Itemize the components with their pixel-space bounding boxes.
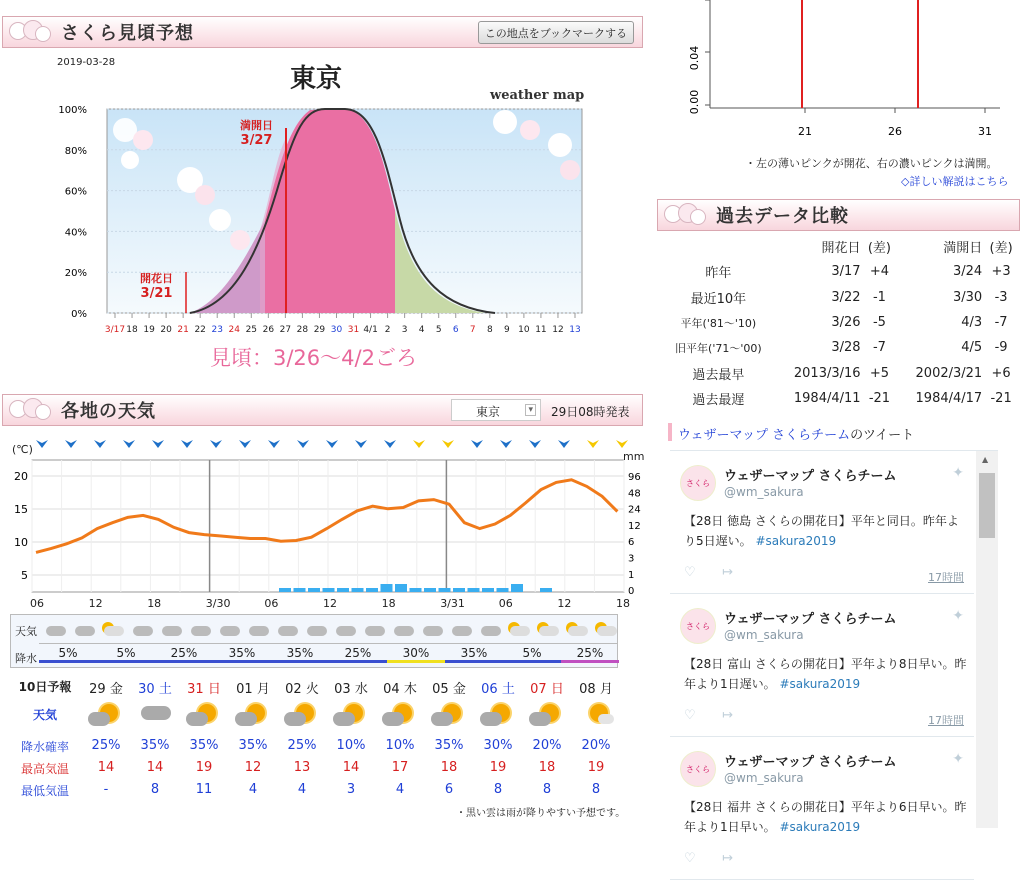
wind-arrow-icon (587, 440, 599, 448)
forecast-max: 19 (489, 760, 507, 775)
x-tick-label: 26 (888, 125, 902, 138)
cloud-icon (158, 622, 182, 636)
rain-tick: 48 (628, 488, 641, 500)
x-tick-label: 29 (313, 325, 326, 335)
rain-tick: 12 (628, 520, 641, 532)
y-tick-label: 0.04 (688, 45, 701, 71)
hourly-x-labels (0, 597, 640, 611)
cloud-icon (131, 700, 179, 728)
twitter-bird-icon[interactable]: ✦ (952, 465, 964, 481)
table-row: 平年('81～'10) 3/26 -5 4/3 -7 (680, 315, 1008, 331)
sakura-flower-icon (662, 201, 710, 229)
x-tick-label: 4 (418, 325, 425, 335)
rain-tick: 6 (628, 537, 635, 549)
rain-bar (337, 588, 349, 592)
tweet-card[interactable] (670, 451, 974, 594)
sun-cloud-icon (376, 700, 424, 728)
rain-percent: 30% (387, 646, 445, 663)
forecast-max: 17 (391, 760, 409, 775)
forecast-day: 03 水 (334, 682, 368, 697)
wind-arrow-icon (152, 440, 164, 448)
rain-bar (381, 584, 393, 592)
weather-header (2, 394, 643, 426)
past-data-title: 過去データ比較 (716, 206, 849, 227)
x-tick-label: 25 (245, 325, 258, 335)
rain-tick: 96 (628, 472, 641, 483)
forecast-row-label: 最低気温 (20, 784, 69, 798)
sakura-title: さくら見頃予想 (61, 23, 194, 44)
rain-percent: 25% (155, 646, 213, 663)
rain-bar (279, 588, 291, 592)
tweet-author[interactable]: ウェザーマップ さくらチーム (724, 469, 897, 484)
rain-percent: 35% (445, 646, 503, 663)
y-tick-label: 100% (58, 105, 87, 116)
cloud-icon (71, 622, 95, 636)
chevron-down-icon: ▾ (525, 404, 536, 416)
wind-arrow-icon (500, 440, 512, 448)
rain-unit: mm (623, 450, 645, 463)
row-weather-label: 天気 (15, 625, 37, 638)
bloom-probability-chart (660, 0, 1020, 145)
tweet-handle: @wm_sakura (724, 628, 804, 642)
wind-arrow-icon (529, 440, 541, 448)
sun-cloud-icon (327, 700, 375, 728)
forecast-day: 05 金 (432, 682, 466, 697)
wind-arrow-icon (239, 440, 251, 448)
cloud-icon (303, 622, 327, 636)
forecast-row-label: 降水確率 (20, 740, 69, 754)
forecast-rain: 20% (581, 738, 611, 753)
forecast-min: 3 (346, 782, 356, 797)
y-tick-label: 0% (71, 309, 87, 320)
x-tick-label: 10 (518, 325, 530, 335)
x-tick-label: 3 (401, 325, 408, 335)
forecast-row-label: 天気 (32, 708, 57, 722)
rain-tick: 3 (628, 553, 635, 565)
rain-bar (410, 588, 422, 592)
x-tick-label: 3/17 (104, 325, 126, 335)
sun-cloud-icon (593, 622, 617, 636)
forecast-max: 18 (440, 760, 458, 775)
x-tick-label: 31 (347, 325, 360, 335)
rain-percent: 5% (97, 646, 155, 663)
tweet-card[interactable] (670, 737, 974, 880)
cloud-icon (42, 622, 66, 636)
cloud-icon (448, 622, 472, 636)
sun-cloud-icon (564, 622, 588, 636)
sakura-header (2, 16, 643, 48)
forecast-rain: 20% (532, 738, 562, 753)
like-icon[interactable]: ♡ (684, 708, 696, 723)
wind-arrow-icon (36, 440, 48, 448)
rain-bar (395, 584, 407, 592)
temp-tick: 5 (21, 569, 28, 582)
rain-percent: 35% (213, 646, 271, 663)
x-tick-label: 2 (384, 325, 391, 335)
sun-cloud-icon (535, 622, 559, 636)
x-tick-label: 27 (279, 325, 292, 335)
x-tick-label: 9 (503, 325, 510, 335)
rain-percent: 25% (561, 646, 619, 663)
sun-cloud-icon (523, 700, 571, 728)
past-data-table (662, 234, 1018, 411)
forecast-max: 14 (97, 760, 115, 775)
rain-bar (482, 588, 494, 592)
rain-bar (323, 588, 335, 592)
hour-label: 3/30 (205, 597, 231, 610)
forecast-min: 11 (195, 782, 213, 797)
wind-arrow-icon (442, 440, 454, 448)
forecast-day: 08 月 (579, 682, 613, 697)
y-tick-label: 0.00 (688, 89, 701, 115)
hour-label: 18 (616, 597, 630, 610)
forecast-max: 14 (146, 760, 164, 775)
forecast-day: 02 火 (285, 682, 319, 697)
sun-cloud-icon (506, 622, 530, 636)
forecast-day: 07 日 (530, 682, 564, 697)
x-tick-label: 11 (535, 325, 547, 335)
weather-title: 各地の天気 (61, 401, 156, 422)
twitter-bird-icon[interactable]: ✦ (952, 608, 964, 624)
cloud-icon (129, 622, 153, 636)
x-tick-label: 8 (486, 325, 493, 335)
forecast-max: 12 (244, 760, 262, 775)
share-icon[interactable]: ↦ (722, 708, 733, 723)
forecast-min: 8 (591, 782, 601, 797)
table-row: 旧平年('71～'00) 3/28 -7 4/5 -9 (675, 340, 1008, 356)
forecast-min: - (103, 782, 109, 797)
x-tick-label: 30 (330, 325, 343, 335)
peak-day-label: 満開日 3/27 (240, 119, 273, 148)
city-title: 東京 (290, 64, 343, 94)
rain-bar (294, 588, 306, 592)
row-rain-label: 降水 (15, 652, 37, 665)
tweet-time[interactable]: 17時間 (928, 571, 964, 584)
forecast-rain: 35% (434, 738, 464, 753)
x-tick-label: 12 (552, 325, 564, 335)
rain-bar (497, 588, 509, 592)
forecast-min: 4 (248, 782, 258, 797)
viewing-period: 見頃：3/26～4/2ごろ (210, 346, 417, 370)
cloud-icon (216, 622, 240, 636)
rain-bar (511, 584, 523, 592)
rain-bar (439, 588, 451, 592)
tweet-author[interactable]: ウェザーマップ さくらチーム (724, 612, 897, 627)
y-tick-label: 20% (64, 268, 87, 280)
twitter-timeline[interactable] (670, 450, 998, 866)
x-tick-label: 5 (435, 325, 442, 335)
rain-bar (424, 588, 436, 592)
forecast-max: 18 (538, 760, 556, 775)
wind-arrow-icon (616, 440, 628, 448)
forecast-day: 30 土 (138, 682, 172, 697)
x-tick-label: 19 (143, 325, 155, 335)
forecast-day: 29 金 (89, 682, 123, 697)
cloud-icon (274, 622, 298, 636)
forecast-note: ・黒い雲は雨が降りやすい予想です。 (456, 808, 626, 819)
sun-icon (572, 700, 620, 728)
hour-label: 12 (88, 597, 103, 610)
y-tick-label: 40% (64, 227, 87, 239)
wind-arrow-icon (384, 440, 396, 448)
hashtag-link[interactable]: #sakura2019 (779, 677, 861, 691)
tweet-handle: @wm_sakura (724, 771, 804, 785)
hour-label: 12 (557, 597, 572, 610)
ten-day-forecast (10, 676, 630, 796)
forecast-row-label: 最高気温 (20, 762, 69, 776)
forecast-min: 6 (444, 782, 454, 797)
bookmark-button[interactable]: この地点をブックマークする (478, 21, 634, 44)
forecast-rain: 25% (91, 738, 121, 753)
forecast-day: 31 日 (187, 682, 221, 697)
forecast-rain: 10% (385, 738, 415, 753)
forecast-min: 8 (542, 782, 552, 797)
col-header: 開花日 (821, 241, 861, 257)
y-tick-label: 80% (64, 145, 87, 157)
tweet-text: 【28日 福井 さくらの開花日】平年より6日早い。昨年より1日早い。 #sakura2019 (684, 800, 967, 834)
x-tick-label: 6 (452, 325, 459, 335)
cloud-icon (332, 622, 356, 636)
x-tick-label: 4/1 (363, 325, 378, 335)
tweet-card[interactable] (670, 594, 974, 737)
twitter-team-link[interactable]: ウェザーマップ さくらチーム (678, 428, 851, 443)
x-tick-label: 7 (469, 325, 476, 335)
twitter-title: ウェザーマップ さくらチームのツイート (678, 428, 915, 443)
sun-cloud-icon (474, 700, 522, 728)
sakura-flower-icon (7, 396, 55, 424)
forecast-rain: 35% (238, 738, 268, 753)
wind-arrow-icon (123, 440, 135, 448)
forecast-row-label: 10日予報 (18, 680, 72, 694)
table-row: 過去最早 2013/3/16 +5 2002/3/21 +6 (692, 365, 1011, 383)
sun-cloud-icon (100, 622, 124, 636)
forecast-day: 04 木 (383, 682, 417, 697)
wind-arrow-icon (355, 440, 367, 448)
share-icon[interactable]: ↦ (722, 851, 733, 866)
col-header: (差) (867, 241, 892, 257)
forecast-day: 01 月 (236, 682, 270, 697)
sun-cloud-icon (425, 700, 473, 728)
sakura-date: 2019-03-28 (57, 57, 116, 68)
rain-bar (366, 588, 378, 592)
hourly-rows (10, 614, 618, 668)
x-tick-label: 18 (126, 325, 138, 335)
tweet-text: 【28日 徳島 さくらの開花日】平年と同日。昨年より5日遅い。 #sakura2019 (684, 514, 959, 548)
detail-link[interactable]: ◇詳しい解説はこちら (901, 175, 1009, 188)
wind-arrow-icon (413, 440, 425, 448)
hour-label: 06 (498, 597, 513, 610)
temp-unit: (℃) (12, 443, 33, 456)
forecast-max: 19 (195, 760, 213, 775)
rain-percent: 5% (39, 646, 97, 663)
table-row: 過去最遅 1984/4/11 -21 1984/4/17 -21 (692, 390, 1012, 408)
forecast-rain: 10% (336, 738, 366, 753)
city-select[interactable]: 東京 ▾ (451, 399, 541, 421)
x-tick-label: 22 (194, 325, 206, 335)
temp-tick: 15 (14, 503, 28, 516)
hour-label: 06 (264, 597, 279, 610)
rain-bar (453, 588, 465, 592)
tweet-author[interactable]: ウェザーマップ さくらチーム (724, 755, 897, 770)
x-tick-label: 24 (228, 325, 240, 335)
avatar[interactable]: さくら (680, 465, 716, 501)
wind-arrow-icon (210, 440, 222, 448)
rain-tick: 24 (628, 504, 641, 516)
wind-arrow-icon (471, 440, 483, 448)
hour-label: 06 (30, 597, 44, 610)
temp-tick: 20 (14, 470, 28, 483)
tweet-handle: @wm_sakura (724, 485, 804, 499)
forecast-rain: 25% (287, 738, 317, 753)
hour-label: 3/31 (440, 597, 465, 610)
rain-bar (468, 588, 480, 592)
hashtag-link[interactable]: #sakura2019 (755, 534, 837, 548)
table-row: 最近10年 3/22 -1 3/30 -3 (690, 289, 1008, 307)
sakura-flower-icon (7, 18, 55, 46)
forecast-min: 8 (150, 782, 160, 797)
forecast-min: 8 (493, 782, 503, 797)
col-header: (差) (989, 241, 1013, 257)
y-tick-label: 60% (64, 186, 87, 198)
tweet-time[interactable]: 17時間 (928, 714, 964, 727)
rain-percent: 5% (503, 646, 561, 663)
forecast-max: 13 (293, 760, 311, 775)
wind-arrow-icon (181, 440, 193, 448)
issued-time: 29日08時発表 (551, 405, 630, 419)
x-tick-label: 13 (569, 325, 581, 335)
tweet-text: 【28日 富山 さくらの開花日】平年より8日早い。昨年より1日遅い。 #sakura2019 (684, 657, 967, 691)
hashtag-link[interactable]: #sakura2019 (779, 820, 861, 834)
weathermap-logo: weather map (490, 88, 585, 103)
forecast-day: 06 土 (481, 682, 515, 697)
forecast-min: 4 (395, 782, 405, 797)
wind-arrow-icon (65, 440, 77, 448)
forecast-max: 14 (342, 760, 360, 775)
sun-cloud-icon (180, 700, 228, 728)
like-icon[interactable]: ♡ (684, 851, 696, 866)
wind-arrow-icon (326, 440, 338, 448)
forecast-rain: 30% (483, 738, 513, 753)
wind-arrow-icon (94, 440, 106, 448)
hour-label: 18 (147, 597, 162, 610)
temp-tick: 10 (14, 536, 28, 549)
past-data-header (657, 199, 1020, 231)
cloud-icon (477, 622, 501, 636)
share-icon[interactable]: ↦ (722, 565, 733, 580)
forecast-rain: 35% (140, 738, 170, 753)
cloud-icon (419, 622, 443, 636)
x-tick-label: 23 (211, 325, 223, 335)
hourly-weather-chart (0, 428, 650, 613)
table-row: 昨年 3/17 +4 3/24 +3 (705, 264, 1011, 282)
rain-bar (540, 588, 552, 592)
sun-cloud-icon (278, 700, 326, 728)
x-tick-label: 21 (177, 325, 189, 335)
rain-percent: 35% (271, 646, 329, 663)
like-icon[interactable]: ♡ (684, 565, 696, 580)
avatar[interactable]: さくら (680, 608, 716, 644)
x-tick-label: 28 (296, 325, 309, 335)
x-tick-label: 21 (798, 125, 812, 138)
timeline-scrollbar[interactable]: ▲ (976, 451, 998, 828)
rain-tick: 1 (628, 569, 635, 581)
twitter-bird-icon[interactable]: ✦ (952, 751, 964, 767)
cloud-icon (390, 622, 414, 636)
rain-bar (308, 588, 320, 592)
rain-tick: 0 (628, 586, 635, 598)
rain-percent: 25% (329, 646, 387, 663)
x-tick-label: 20 (160, 325, 172, 335)
cloud-icon (361, 622, 385, 636)
rain-bar (352, 588, 364, 592)
sun-cloud-icon (82, 700, 130, 728)
chart-note: ・左の薄いピンクが開花、右の濃いピンクは満開。 (745, 157, 998, 170)
sakura-bloom-chart (55, 100, 590, 345)
forecast-min: 4 (297, 782, 307, 797)
open-day-label: 開花日 3/21 (140, 272, 173, 301)
sun-cloud-icon (229, 700, 277, 728)
forecast-max: 19 (587, 760, 605, 775)
forecast-rain: 35% (189, 738, 219, 753)
avatar[interactable]: さくら (680, 751, 716, 787)
hour-label: 12 (323, 597, 337, 610)
wind-arrow-icon (558, 440, 570, 448)
cloud-icon (187, 622, 211, 636)
wind-arrow-icon (268, 440, 280, 448)
x-tick-label: 26 (262, 325, 275, 335)
cloud-icon (245, 622, 269, 636)
x-tick-label: 31 (978, 125, 992, 138)
col-header: 満開日 (943, 241, 983, 257)
wind-arrow-icon (297, 440, 309, 448)
hour-label: 18 (381, 597, 396, 610)
